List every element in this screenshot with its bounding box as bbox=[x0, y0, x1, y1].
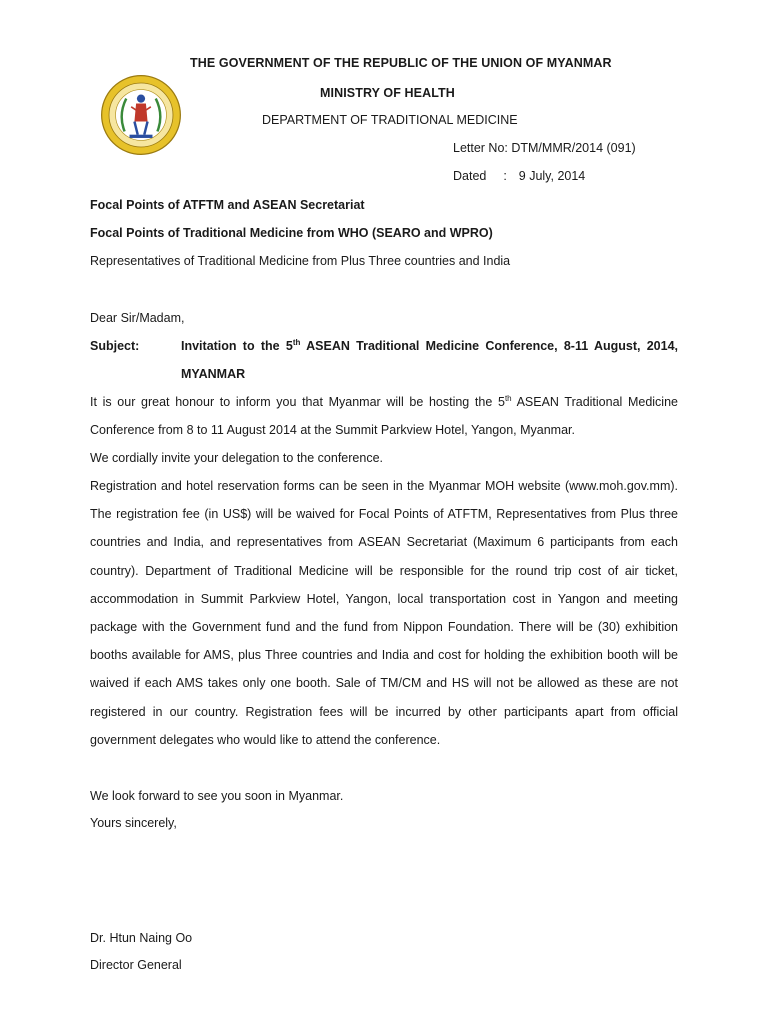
closing: Yours sincerely, bbox=[90, 816, 177, 830]
letterhead-department: DEPARTMENT OF TRADITIONAL MEDICINE bbox=[262, 113, 518, 127]
letter-date bbox=[453, 169, 585, 183]
body-paragraph-1 bbox=[90, 388, 678, 444]
recipient-line: Focal Points of Traditional Medicine from WHO (SEARO and WPRO) bbox=[90, 226, 493, 240]
letterhead-ministry: MINISTRY OF HEALTH bbox=[320, 86, 455, 100]
letterhead-government: THE GOVERNMENT OF THE REPUBLIC OF THE UNION OF MYANMAR bbox=[190, 56, 612, 70]
body-paragraph-3: Registration and hotel reservation forms can be seen in the Myanmar MOH website (www.moh.gov.mm). The registration fee (in US$) will be waived for Focal Points of ATFTM, Representatives from Plus three countries and India, and representatives from ASEAN Secretariat (Maximum 6 participants from each country). Department of Traditional Medicine will be responsible for the round trip cost of air ticket, accommodation in Summit Parkview Hotel, Yangon, local transportation cost in Yangon and meeting package with the Government fund and the fund from Nippon Foundation. There will be (30) exhibition booths available for AMS, plus Three countries and India and cost for holding the exhibition booth will be waived if each AMS takes only one booth. Sale of TM/CM and HS will not be allowed as these are not registered in our country. Registration fees will be incurred by other participants apart from official government delegates who would like to attend the conference. bbox=[90, 479, 678, 747]
dated-separator: : bbox=[503, 169, 507, 183]
subject-title bbox=[181, 339, 678, 353]
recipient-line: Representatives of Traditional Medicine from Plus Three countries and India bbox=[90, 254, 511, 268]
subject-text-cont: ASEAN Traditional Medicine Conference, 8-11 August, 2014, bbox=[300, 339, 678, 353]
paragraph-text-cont: ASEAN Traditional Medicine Conference from 8 to 11 August 2014 at the Summit Parkview Hotel, Yangon, Myanmar. bbox=[90, 395, 678, 438]
paragraph-text: It is our great honour to inform you that Myanmar will be hosting the 5 bbox=[90, 395, 505, 409]
recipient-line: Focal Points of ATFTM and ASEAN Secretariat bbox=[90, 198, 365, 212]
dated-value: 9 July, 2014 bbox=[518, 169, 586, 183]
paragraph-superscript: th bbox=[504, 393, 512, 403]
dated-label: Dated bbox=[453, 169, 487, 183]
signatory-title: Director General bbox=[90, 958, 182, 972]
signatory-name: Dr. Htun Naing Oo bbox=[90, 931, 193, 945]
body-paragraph-4: We look forward to see you soon in Myanmar. bbox=[90, 789, 344, 803]
subject-superscript: th bbox=[292, 337, 301, 347]
subject-text: Invitation to the 5 bbox=[181, 339, 293, 353]
salutation: Dear Sir/Madam, bbox=[90, 311, 185, 325]
letter-number: Letter No: DTM/MMR/2014 (091) bbox=[453, 141, 636, 155]
government-seal-icon bbox=[100, 74, 182, 156]
body-paragraph-2: We cordially invite your delegation to the conference. bbox=[90, 451, 383, 465]
subject-country: MYANMAR bbox=[181, 367, 246, 381]
subject-label: Subject: bbox=[90, 339, 140, 353]
